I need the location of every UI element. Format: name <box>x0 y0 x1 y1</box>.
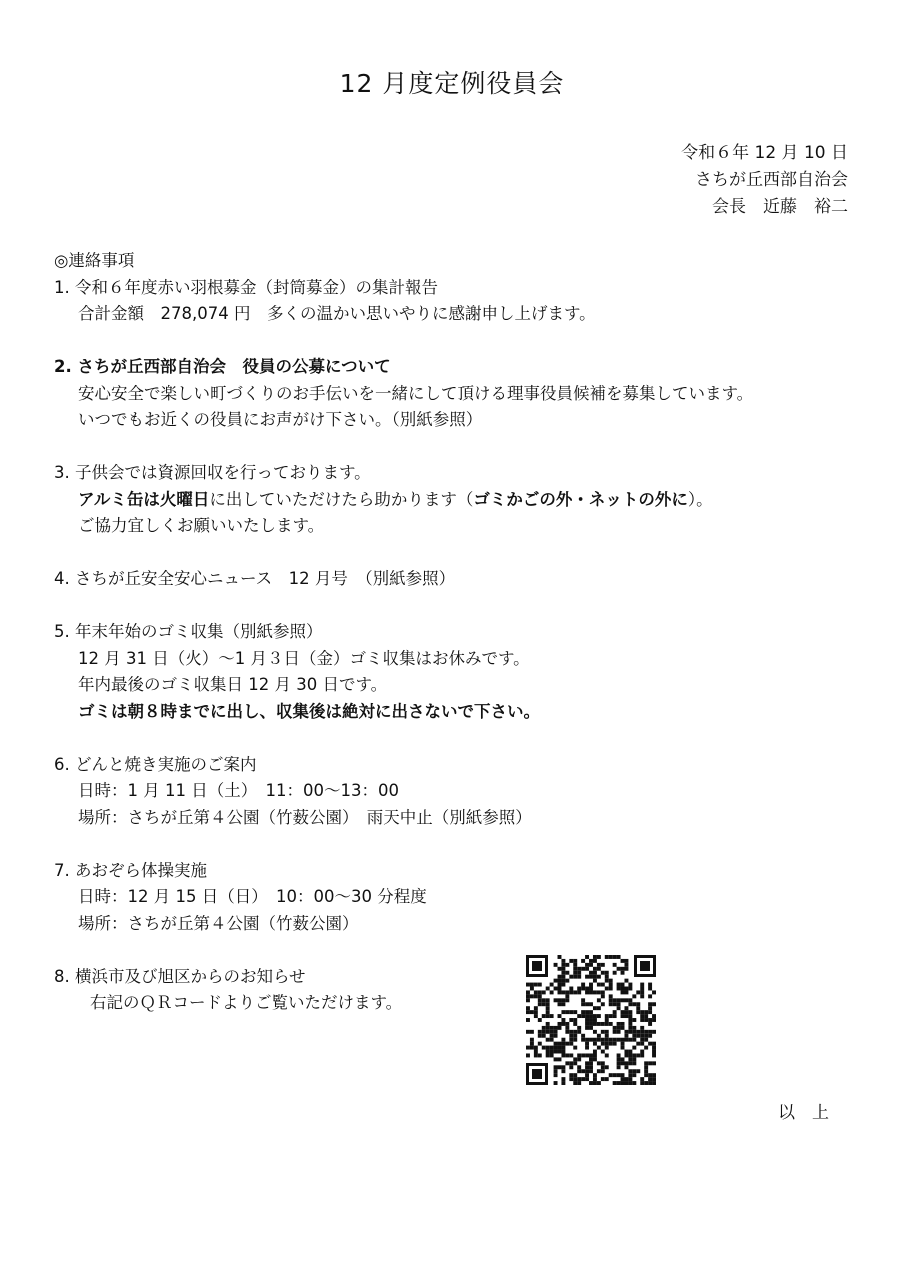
section-heading: ◎連絡事項 <box>54 251 135 270</box>
item-3-text-end: ）。 <box>687 489 713 509</box>
item-3-line-2: ご協力宜しくお願いいたします。 <box>78 516 325 535</box>
item-2-heading: 2. さちが丘西部自治会 役員の公募について <box>54 357 391 376</box>
item-1-line-1: 合計金額 278,074 円 多くの温かい思いやりに感謝申し上げます。 <box>78 304 596 323</box>
item-8-line-1: 右記のＱＲコードよりご覧いただけます。 <box>90 993 403 1012</box>
author-name: 会長 近藤 裕二 <box>712 197 848 217</box>
item-8-heading: 8. 横浜市及び旭区からのお知らせ <box>54 966 306 986</box>
item-5-line-2: 年内最後のゴミ収集日 12 月 30 日です。 <box>78 675 388 694</box>
item-3-text: に出していただけたら助かります（ <box>209 489 474 509</box>
document-header <box>681 140 848 221</box>
item-5-heading: 5. 年末年始のゴミ収集（別紙参照） <box>54 622 323 641</box>
item-3-line-1 <box>54 487 874 514</box>
item-2-line-1: 安心安全で楽しい町づくりのお手伝いを一緒にして頂ける理事役員候補を募集しています。 <box>78 383 754 403</box>
item-5-line-1: 12 月 31 日（火）～1 月３日（金）ゴミ収集はお休みです。 <box>78 648 530 668</box>
organization-name: さちが丘西部自治会 <box>695 170 848 190</box>
qr-code-icon[interactable] <box>526 955 656 1085</box>
document-body <box>54 248 874 1017</box>
closing-text: 以 上 <box>778 1103 829 1123</box>
item-6-heading: 6. どんと焼き実施のご案内 <box>54 754 257 774</box>
item-6-line-2: 場所：さちが丘第４公園（竹薮公園） 雨天中止（別紙参照） <box>78 807 532 827</box>
item-3-heading: 3. 子供会では資源回収を行っております。 <box>54 463 371 482</box>
item-7-line-1: 日時：12 月 15 日（日） 10：00～30 分程度 <box>78 887 427 906</box>
item-7-line-2: 場所：さちが丘第４公園（竹薮公園） <box>78 913 359 933</box>
item-3-bold-outside: ゴミかごの外・ネットの外に <box>473 489 688 509</box>
item-2-line-2: いつでもお近くの役員にお声がけ下さい。（別紙参照） <box>78 410 483 429</box>
document-title: 12 月度定例役員会 <box>339 69 565 98</box>
item-5-line-3: ゴミは朝８時までに出し、収集後は絶対に出さないで下さい。 <box>78 701 540 721</box>
item-7-heading: 7. あおぞら体操実施 <box>54 860 207 880</box>
item-4-heading: 4. さちが丘安全安心ニュース 12 月号 （別紙参照） <box>54 569 456 588</box>
document-date: 令和６年 12 月 10 日 <box>681 143 848 163</box>
item-6-line-1: 日時：1 月 11 日（土） 11：00～13：00 <box>78 781 399 800</box>
item-3-bold-aluminum: アルミ缶は火曜日 <box>78 489 210 509</box>
item-1-heading: 1. 令和６年度赤い羽根募金（封筒募金）の集計報告 <box>54 277 438 297</box>
